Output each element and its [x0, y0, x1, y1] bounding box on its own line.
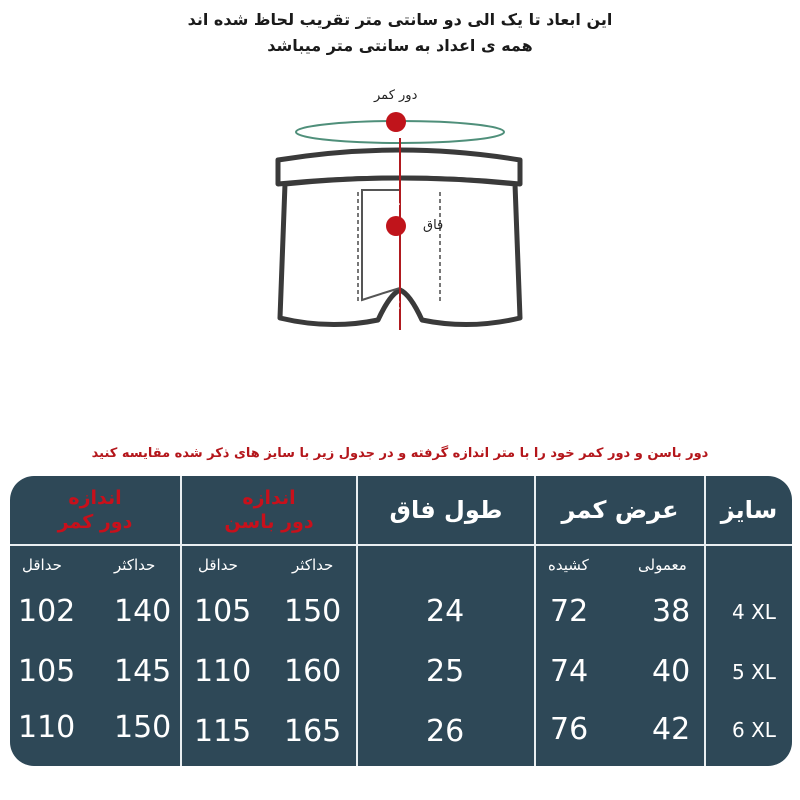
header-waist-line1: اندازه: [68, 487, 122, 509]
subheader-waist-max: حداکثر: [114, 556, 156, 574]
header-hip-line2: دور باسن: [224, 511, 314, 533]
cell-hip-min: 115: [194, 714, 252, 749]
cell-hip-min: 105: [194, 594, 252, 629]
cell-stretched: 72: [550, 594, 589, 629]
header-waist-width: عرض کمر: [561, 496, 679, 524]
cell-hip-max: 165: [284, 714, 342, 749]
header-hip-line1: اندازه: [242, 487, 296, 509]
cell-hip-max: 150: [284, 594, 342, 629]
subheader-hip-max: حداکثر: [292, 556, 334, 574]
subheader-hip-min: حداقل: [198, 556, 238, 574]
inseam-label: فاق: [423, 218, 444, 233]
subheader-stretched: کشیده: [548, 556, 589, 574]
cell-waist-max: 145: [114, 654, 172, 689]
marker-2-icon: [386, 216, 406, 236]
cell-waist-max: 140: [114, 594, 172, 629]
header-waist: [10, 476, 180, 544]
subheader-waist-min: حداقل: [22, 556, 62, 574]
cell-waist-min: 102: [18, 594, 76, 629]
marker-2-number: 2: [391, 298, 401, 313]
cell-waist-min: 105: [18, 654, 76, 689]
size-label: 6 XL: [732, 718, 776, 742]
cell-stretched: 74: [550, 654, 589, 689]
cell-inseam: 26: [426, 714, 465, 749]
marker-1-number: 1: [391, 194, 401, 209]
cell-hip-max: 160: [284, 654, 342, 689]
marker-1-icon: [386, 112, 406, 132]
size-label: 5 XL: [732, 660, 776, 684]
cell-inseam: 25: [426, 654, 465, 689]
boxer-diagram: [0, 80, 800, 380]
note-units: همه ی اعداد به سانتی متر میباشد: [267, 36, 533, 55]
cell-waist-max: 150: [114, 710, 172, 745]
header-hip: [182, 476, 356, 544]
waist-label: دور کمر: [374, 88, 418, 103]
cell-waist-min: 110: [18, 710, 76, 745]
cell-normal: 40: [652, 654, 691, 689]
subheader-normal: معمولی: [638, 556, 687, 574]
cell-hip-min: 110: [194, 654, 252, 689]
size-label: 4 XL: [732, 600, 776, 624]
boxer-illustration: [0, 80, 800, 380]
measurement-instruction: دور باسن و دور کمر خود را با متر اندازه گرفته و در جدول زیر با سایز های ذکر شده مقایسه کنید: [91, 446, 709, 461]
note-approximation: این ابعاد تا یک الی دو سانتی متر تقریب لحاظ شده اند: [187, 10, 613, 29]
header-inseam: طول فاق: [389, 496, 503, 524]
cell-normal: 42: [652, 712, 691, 747]
header-waist-line2: دور کمر: [57, 511, 133, 533]
cell-inseam: 24: [426, 594, 465, 629]
cell-normal: 38: [652, 594, 691, 629]
size-table: [10, 476, 792, 766]
cell-stretched: 76: [550, 712, 589, 747]
header-size: سایز: [720, 496, 778, 524]
header-divider: [10, 544, 792, 546]
